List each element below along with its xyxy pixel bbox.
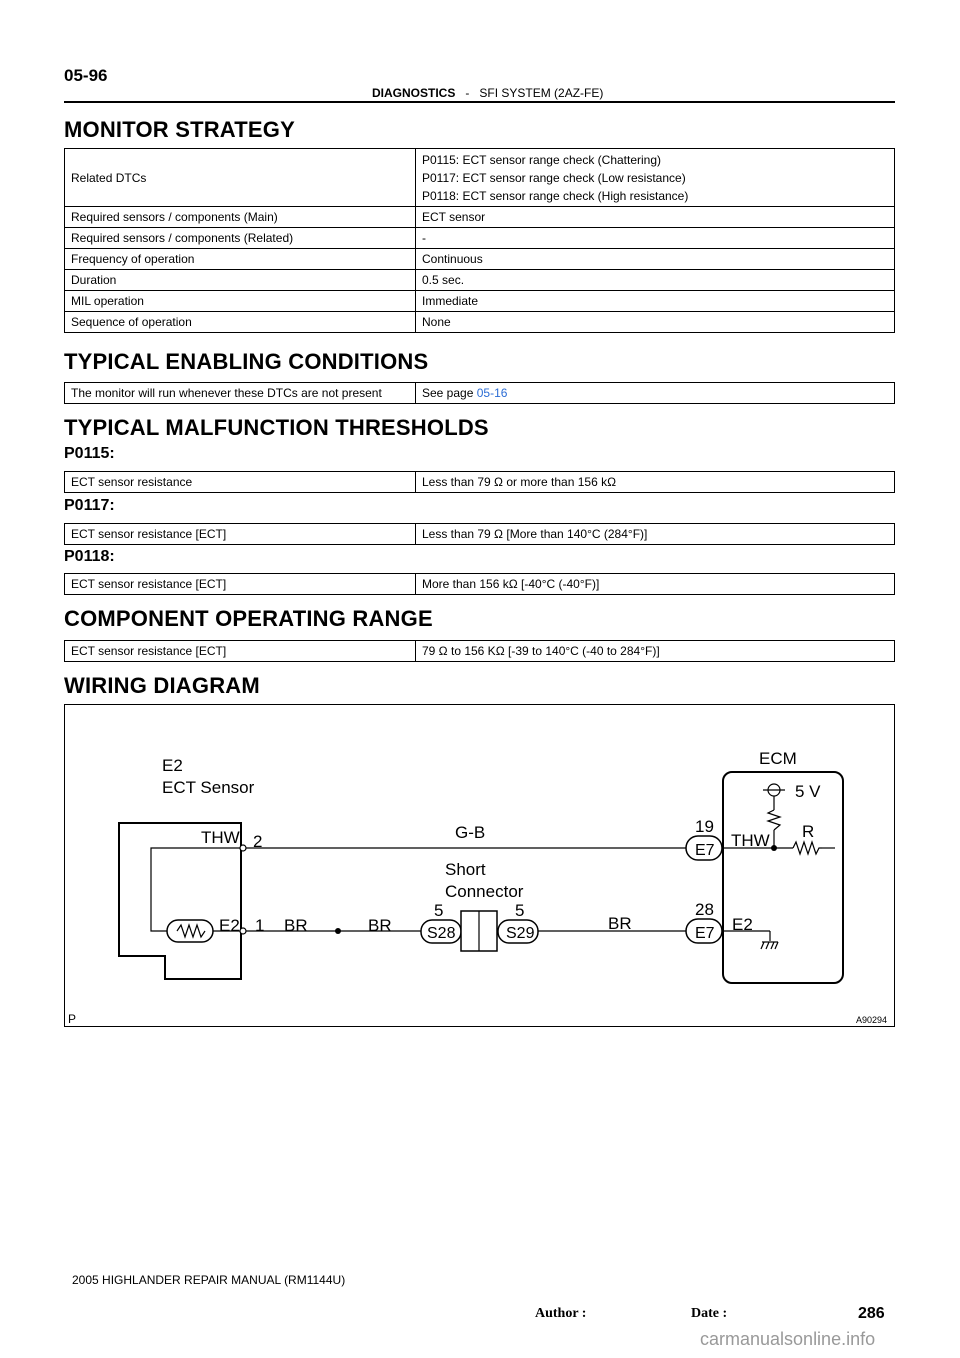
page-link[interactable]: 05-16 — [476, 386, 508, 400]
terminal-thw — [240, 845, 246, 851]
dtc-line: P0118: ECT sensor range check (High resistance) — [422, 188, 689, 203]
table-cell-label: Sequence of operation — [65, 312, 416, 333]
dtc-line: P0117: ECT sensor range check (Low resistance) — [422, 170, 686, 185]
header-rule — [64, 101, 895, 103]
table-cell-label: Required sensors / components (Main) — [65, 207, 416, 228]
table-row — [65, 249, 895, 270]
table-cell-label: ECT sensor resistance [ECT] — [65, 524, 416, 545]
table-cell-value: None — [416, 312, 895, 333]
table-row — [65, 228, 895, 249]
threshold-table — [64, 471, 895, 493]
ground-icon — [761, 942, 778, 949]
wiring-diagram-svg — [65, 705, 894, 1026]
ecm-label: ECM — [759, 749, 797, 768]
table-row — [65, 291, 895, 312]
table-cell-value: Less than 79 Ω [More than 140°C (284°F)] — [416, 524, 895, 545]
table-row — [65, 207, 895, 228]
table-cell-value: - — [416, 228, 895, 249]
table-cell-value: ECT sensor — [416, 207, 895, 228]
table-cell-value — [416, 383, 895, 404]
header-section-name: DIAGNOSTICS — [372, 86, 456, 100]
connector-s28-label: S28 — [427, 925, 456, 942]
pin-19-label: 19 — [695, 817, 714, 836]
table-cell-label: ECT sensor resistance — [65, 472, 416, 493]
pin-5a-label: 5 — [434, 901, 444, 920]
enabling-table — [64, 382, 895, 404]
dtc-line: P0115: ECT sensor range check (Chattering) — [422, 152, 662, 167]
resistor-r — [793, 842, 822, 854]
threshold-table — [64, 573, 895, 595]
date-label: Date : — [691, 1306, 728, 1321]
operating-range-title: COMPONENT OPERATING RANGE — [64, 606, 433, 631]
pin-5b-label: 5 — [515, 901, 525, 920]
table-row — [65, 574, 895, 595]
figure-id-label: A90294 — [856, 1015, 888, 1025]
wire-br-label-1: BR — [284, 916, 308, 935]
e2-left-label: E2 — [219, 916, 240, 935]
watermark: carmanualsonline.info — [700, 1329, 876, 1349]
wire-br-label-2: BR — [368, 916, 392, 935]
thresholds-title: TYPICAL MALFUNCTION THRESHOLDS — [64, 415, 489, 440]
connector-s29-label: S29 — [506, 925, 535, 942]
pin-28-label: 28 — [695, 900, 714, 919]
monitor-strategy-table — [64, 148, 895, 333]
table-cell-value — [416, 149, 895, 207]
table-cell-value: 79 Ω to 156 KΩ [-39 to 140°C (-40 to 284°F)] — [416, 641, 895, 662]
wire-br-label-3: BR — [608, 914, 632, 933]
wire-gb-label: G-B — [455, 823, 486, 842]
table-cell-value: Less than 79 Ω or more than 156 kΩ — [416, 472, 895, 493]
author-label: Author : — [535, 1306, 587, 1321]
pin-1-label: 1 — [255, 916, 265, 935]
terminal-e2 — [240, 928, 246, 934]
sensor-code-label: E2 — [162, 756, 183, 775]
manual-title: 2005 HIGHLANDER REPAIR MANUAL (RM1144U) — [72, 1273, 346, 1287]
monitor-strategy-title: MONITOR STRATEGY — [64, 117, 295, 142]
header-system: SFI SYSTEM (2AZ-FE) — [479, 86, 604, 100]
table-cell-label: Required sensors / components (Related) — [65, 228, 416, 249]
table-cell-label: ECT sensor resistance [ECT] — [65, 641, 416, 662]
voltage-label: 5 V — [795, 782, 821, 801]
dtc-code-heading: P0115: — [64, 445, 115, 462]
thw-junction — [771, 845, 777, 851]
table-cell-value: 0.5 sec. — [416, 270, 895, 291]
header-separator: - — [465, 86, 470, 100]
connector-e7-bottom-label: E7 — [695, 925, 715, 942]
page-code: 05-96 — [64, 66, 108, 85]
short-connector-label-1: Short — [445, 860, 486, 879]
thw-left-label: THW — [201, 828, 240, 847]
dtc-code-heading: P0117: — [64, 497, 115, 514]
enabling-title: TYPICAL ENABLING CONDITIONS — [64, 349, 429, 374]
table-cell-value: Immediate — [416, 291, 895, 312]
pin-2-label: 2 — [253, 832, 263, 851]
table-row — [65, 524, 895, 545]
connector-e7-top-label: E7 — [695, 842, 715, 859]
table-row — [65, 641, 895, 662]
table-cell-value: More than 156 kΩ [-40°C (-40°F)] — [416, 574, 895, 595]
table-cell-label: The monitor will run whenever these DTCs are not present — [65, 383, 416, 404]
table-row — [65, 149, 895, 207]
see-page-text: See page — [422, 386, 477, 400]
table-row — [65, 472, 895, 493]
table-cell-label: MIL operation — [65, 291, 416, 312]
operating-range-table — [64, 640, 895, 662]
table-cell-label: Duration — [65, 270, 416, 291]
sensor-name-label: ECT Sensor — [162, 778, 255, 797]
table-cell-label: Frequency of operation — [65, 249, 416, 270]
pullup-resistor — [768, 810, 780, 830]
thw-right-label: THW — [731, 831, 770, 850]
page-number: 286 — [858, 1305, 885, 1322]
e2-right-label: E2 — [732, 915, 753, 934]
header-section — [372, 86, 603, 100]
table-row — [65, 270, 895, 291]
resistor-r-label: R — [802, 822, 815, 841]
threshold-table — [64, 523, 895, 545]
table-row — [65, 312, 895, 333]
table-cell-label: Related DTCs — [65, 149, 416, 207]
ecm-box — [723, 772, 843, 983]
table-cell-label: ECT sensor resistance [ECT] — [65, 574, 416, 595]
table-row — [65, 383, 895, 404]
wiring-diagram — [64, 704, 895, 1027]
thermistor — [167, 920, 213, 942]
table-cell-value: Continuous — [416, 249, 895, 270]
short-connector-label-2: Connector — [445, 882, 524, 901]
dtc-code-heading: P0118: — [64, 548, 115, 565]
splice-point — [335, 928, 341, 934]
corner-p-label: P — [68, 1012, 77, 1026]
wiring-title: WIRING DIAGRAM — [64, 673, 260, 698]
